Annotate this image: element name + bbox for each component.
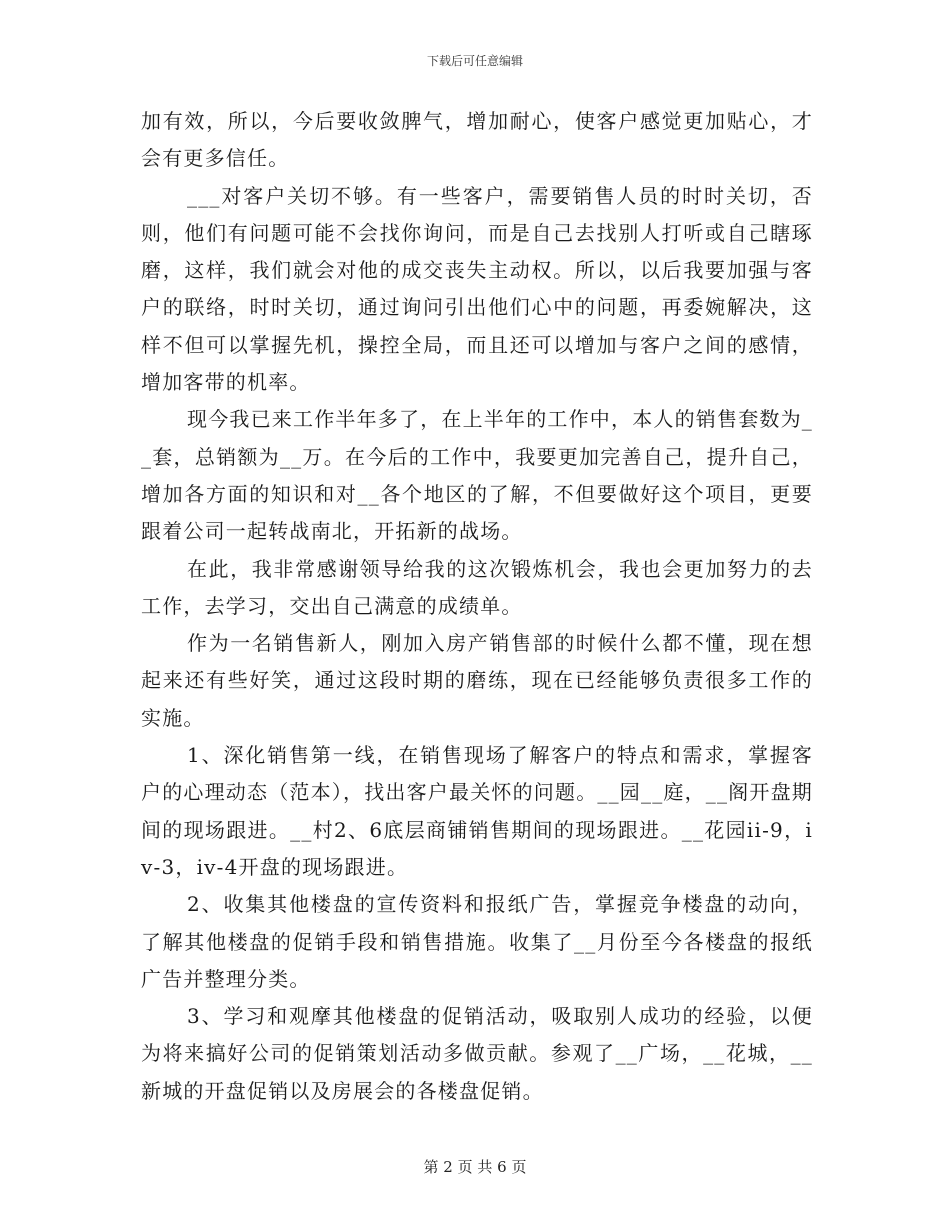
paragraph: 2、收集其他楼盘的宣传资料和报纸广告，掌握竞争楼盘的动向，了解其他楼盘的促销手段和销售措施。收集了__月份至今各楼盘的报纸广告并整理分类。 <box>141 892 813 991</box>
paragraph: 3、学习和观摩其他楼盘的促销活动，吸取别人成功的经验，以便为将来搞好公司的促销策划活动多做贡献。参观了__广场，__花城，__新城的开盘促销以及房展会的各楼盘促销。 <box>141 1004 813 1103</box>
paragraph: 加有效，所以，今后要收敛脾气，增加耐心，使客户感觉更加贴心，才会有更多信任。 <box>141 109 813 171</box>
page-number: 第 2 页 共 6 页 <box>423 1158 527 1176</box>
paragraph: 现今我已来工作半年多了，在上半年的工作中，本人的销售套数为__套，总销额为__万。在今后的工作中，我要更加完善自己，提升自己，增加各方面的知识和对__各个地区的了解，不但要做好这个项目，更要跟着公司一起转战南北，开拓新的战场。 <box>141 407 813 544</box>
paragraph: ___对客户关切不够。有一些客户，需要销售人员的时时关切，否则，他们有问题可能不会找你询问，而是自己去找别人打听或自己瞎琢磨，这样，我们就会对他的成交丧失主动权。所以，以后我要加强与客户的联络，时时关切，通过询问引出他们心中的问题，再委婉解决，这样不但可以掌握先机，操控全局，而且还可以增加与客户之间的感情，增加客带的机率。 <box>141 183 813 395</box>
paragraph: 在此，我非常感谢领导给我的这次锻炼机会，我也会更加努力的去工作，去学习，交出自己满意的成绩单。 <box>141 556 813 618</box>
paragraph: 1、深化销售第一线，在销售现场了解客户的特点和需求，掌握客户的心理动态（范本），找出客户最关怀的问题。__园__庭，__阁开盘期间的现场跟进。__村2、6底层商铺销售期间的现场跟进。__花园ii-9，iv-3，iv-4开盘的现场跟进。 <box>141 743 813 879</box>
paragraph: 作为一名销售新人，刚加入房产销售部的时候什么都不懂，现在想起来还有些好笑，通过这段时期的磨练，现在已经能够负责很多工作的实施。 <box>141 631 813 730</box>
page-header: 下载后可任意编辑 <box>426 54 523 68</box>
document-body <box>141 103 813 1110</box>
